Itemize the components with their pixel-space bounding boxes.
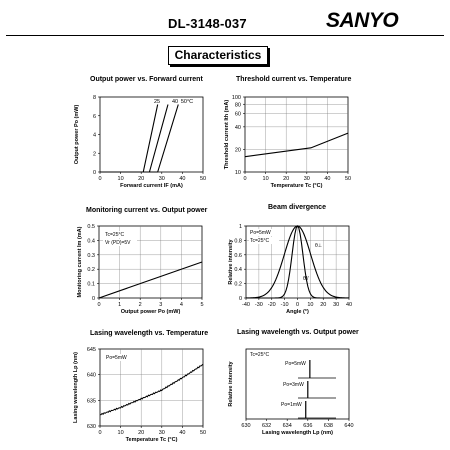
y-tick-label: 80 bbox=[234, 102, 241, 109]
series-label: Po=1mW bbox=[281, 402, 302, 408]
x-tick-label: 40 bbox=[324, 176, 331, 182]
x-tick-label: 0 bbox=[97, 302, 101, 308]
y-tick-label: 635 bbox=[86, 398, 96, 405]
y-tick-label: 0.4 bbox=[87, 238, 95, 245]
annotation-text: Po=5mW bbox=[106, 355, 127, 361]
y-tick-label: 0.2 bbox=[234, 281, 242, 288]
sanyo-logo: SANYO bbox=[326, 9, 399, 32]
plot-frame bbox=[245, 97, 348, 172]
y-tick-label: 100 bbox=[231, 95, 241, 101]
chart-title-threshold-current: Threshold current vs. Temperature bbox=[236, 76, 352, 83]
x-tick-label: 10 bbox=[117, 176, 124, 182]
series-label: θ// bbox=[303, 276, 309, 282]
y-tick-label: 645 bbox=[86, 347, 96, 353]
y-axis-label: Lasing wavelength Lp (nm) bbox=[73, 352, 79, 423]
output-power-curve bbox=[100, 105, 178, 173]
x-tick-label: 10 bbox=[117, 430, 124, 436]
chart-title-wavelength-temperature: Lasing wavelength vs. Temperature bbox=[90, 330, 209, 337]
annotation-text: Vr (PD)=5V bbox=[105, 240, 131, 246]
y-axis-label: Output power Po (mW) bbox=[74, 104, 80, 165]
monitoring-current-curve bbox=[99, 262, 202, 298]
y-tick-label: 60 bbox=[234, 111, 241, 118]
x-tick-label: 30 bbox=[158, 176, 165, 182]
x-tick-label: 0 bbox=[98, 176, 102, 182]
y-tick-label: 0.8 bbox=[234, 238, 242, 245]
annotation-text: Tc=25°C bbox=[105, 232, 125, 238]
series-label: Po=3mW bbox=[283, 382, 304, 388]
x-tick-label: -10 bbox=[280, 302, 289, 308]
series-label: 50°C bbox=[180, 99, 194, 105]
x-axis-label: Temperature Tc (°C) bbox=[125, 437, 178, 443]
chart-title-beam-divergence: Beam divergence bbox=[268, 204, 326, 211]
y-tick-label: 0.4 bbox=[234, 267, 242, 274]
y-tick-label: 10 bbox=[234, 170, 241, 176]
y-tick-label: 0.3 bbox=[87, 252, 95, 259]
output-power-curve bbox=[100, 105, 158, 173]
x-tick-label: 20 bbox=[138, 176, 145, 182]
y-tick-label: 40 bbox=[234, 124, 241, 131]
annotation-text: Po=5mW bbox=[250, 230, 271, 236]
x-tick-label: 20 bbox=[138, 430, 145, 436]
wavelength-curve bbox=[100, 364, 203, 415]
x-tick-label: 0 bbox=[295, 302, 300, 308]
x-tick-label: 50 bbox=[344, 176, 352, 182]
x-tick-label: 0 bbox=[243, 176, 247, 182]
y-axis-label: Relative intensity bbox=[228, 361, 234, 407]
y-tick-label: 640 bbox=[86, 372, 96, 379]
chart-title-monitoring-current: Monitoring current vs. Output power bbox=[86, 207, 208, 214]
x-axis-label: Temperature Tc (°C) bbox=[270, 183, 323, 189]
x-axis-label: Angle (°) bbox=[286, 309, 309, 315]
x-tick-label: 1 bbox=[118, 302, 122, 308]
x-tick-label: -40 bbox=[242, 302, 250, 308]
x-tick-label: 3 bbox=[159, 302, 163, 308]
x-tick-label: 30 bbox=[303, 176, 310, 182]
y-tick-label: 1 bbox=[238, 224, 242, 230]
x-tick-label: 50 bbox=[199, 430, 207, 436]
annotation-text: Tc=25°C bbox=[250, 238, 270, 244]
x-tick-label: 2 bbox=[138, 302, 142, 308]
y-tick-label: 0 bbox=[91, 296, 95, 302]
x-axis-label: Output power Po (mW) bbox=[120, 309, 181, 315]
x-axis-label: Forward current IF (mA) bbox=[120, 183, 183, 189]
y-tick-label: 0 bbox=[238, 296, 242, 302]
x-tick-label: 30 bbox=[158, 430, 165, 436]
x-tick-label: 30 bbox=[333, 302, 340, 308]
y-tick-label: 0.2 bbox=[87, 267, 95, 274]
series-label: 25 bbox=[153, 99, 161, 105]
x-tick-label: 20 bbox=[283, 176, 290, 182]
y-axis-label: Monitoring current Im (mA) bbox=[77, 226, 83, 298]
x-tick-label: 40 bbox=[179, 176, 186, 182]
y-axis-label: Relative intensity bbox=[228, 239, 234, 285]
annotation-text: Tc=25°C bbox=[250, 352, 270, 358]
y-tick-label: 0.1 bbox=[87, 281, 95, 288]
x-tick-label: 638 bbox=[323, 423, 333, 429]
x-tick-label: 5 bbox=[200, 302, 204, 308]
y-tick-label: 630 bbox=[86, 424, 96, 430]
series-label: Po=5mW bbox=[285, 361, 306, 367]
x-tick-label: 40 bbox=[345, 302, 353, 308]
x-tick-label: 4 bbox=[179, 302, 183, 308]
x-tick-label: 636 bbox=[303, 423, 313, 429]
y-axis-label: Threshold current Ith (mA) bbox=[224, 99, 230, 170]
x-tick-label: 50 bbox=[199, 176, 207, 182]
y-tick-label: 6 bbox=[92, 113, 96, 120]
x-tick-label: 632 bbox=[262, 423, 272, 429]
y-tick-label: 0.6 bbox=[234, 252, 242, 259]
x-tick-label: 10 bbox=[262, 176, 269, 182]
y-tick-label: 8 bbox=[92, 95, 96, 101]
x-tick-label: -20 bbox=[267, 302, 276, 308]
document-title: DL-3148-037 bbox=[168, 16, 247, 31]
chart-title-wavelength-power: Lasing wavelength vs. Output power bbox=[237, 329, 359, 336]
x-tick-label: -30 bbox=[254, 302, 263, 308]
chart-title-output-power: Output power vs. Forward current bbox=[90, 76, 203, 83]
y-tick-label: 20 bbox=[234, 147, 241, 154]
series-label: 40 bbox=[171, 99, 179, 105]
series-label: θ⊥ bbox=[315, 243, 323, 249]
x-tick-label: 10 bbox=[307, 302, 314, 308]
section-title: Characteristics bbox=[168, 46, 268, 65]
y-tick-label: 0 bbox=[92, 170, 96, 176]
threshold-current-curve bbox=[245, 133, 348, 157]
output-power-curve bbox=[100, 105, 168, 173]
y-tick-label: 4 bbox=[92, 132, 96, 139]
x-tick-label: 20 bbox=[320, 302, 327, 308]
x-tick-label: 630 bbox=[241, 423, 251, 429]
x-tick-label: 640 bbox=[344, 423, 354, 429]
y-tick-label: 2 bbox=[92, 151, 96, 158]
x-tick-label: 0 bbox=[98, 430, 102, 436]
y-tick-label: 0.5 bbox=[87, 224, 95, 230]
x-axis-label: Lasing wavelength Lp (nm) bbox=[262, 430, 333, 436]
x-tick-label: 40 bbox=[179, 430, 186, 436]
x-tick-label: 634 bbox=[282, 423, 292, 429]
